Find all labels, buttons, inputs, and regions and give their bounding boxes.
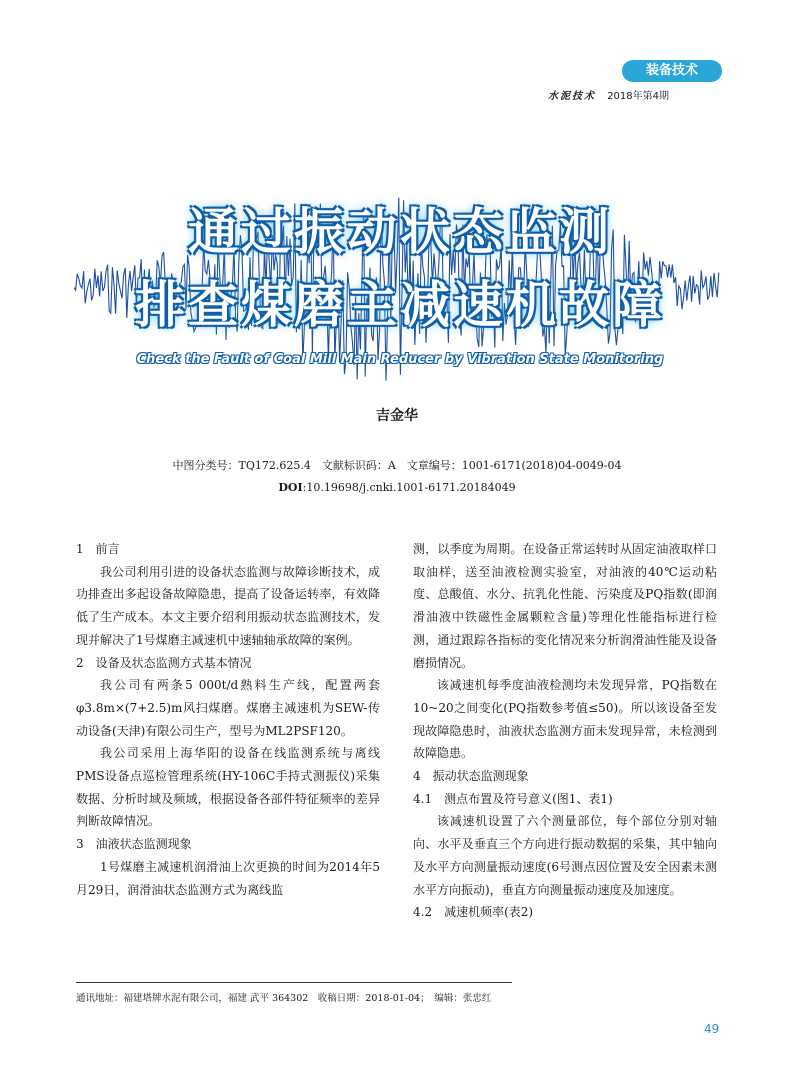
author-name: 吉金华: [376, 408, 418, 424]
body-column-right: [413, 538, 717, 924]
doi-line: [0, 481, 794, 494]
body-paragraph: 该减速机每季度油液检测均未发现异常，PQ指数在10~20之间变化(PQ指数参考值≤50)。所以该设备至发现故障隐患时，油液状态监测方面未发现异常，未检测到故障隐患。: [413, 678, 717, 761]
body-column-left: [76, 538, 380, 901]
doi-value: :10.19698/j.cnki.1001-6171.20184049: [302, 481, 516, 494]
section-heading: 3 油液状态监测现象: [76, 837, 192, 852]
section-heading: 4.1 测点布置及符号意义(图1、表1): [413, 791, 613, 806]
footnote-address: 通讯地址：福建塔牌水泥有限公司，福建 武平 364302 收稿日期：2018-01-04； 编辑：张忠红: [76, 993, 492, 1004]
body-paragraph: 1号煤磨主减速机润滑油上次更换的时间为2014年5月29日，润滑油状态监测方式为离线监: [76, 859, 380, 897]
classification-line: 中图分类号：TQ172.625.4 文献标识码：A 文章编号：1001-6171(2018)04-0049-04: [172, 459, 622, 472]
doi-label: DOI: [278, 481, 303, 494]
section-heading: 4 振动状态监测现象: [413, 769, 529, 784]
article-title-line-1: 通过振动状态监测: [188, 203, 612, 261]
journal-name: 水泥技术: [548, 91, 596, 102]
journal-header: [548, 87, 669, 102]
body-paragraph: 我公司利用引进的设备状态监测与故障诊断技术，成功排查出多起设备故障隐患，提高了设备运转率，有效降低了生产成本。本文主要介绍利用振动状态监测技术，发现并解决了1号煤磨主减速机中速轴轴承故障的案例。: [76, 564, 380, 647]
footnote-rule: [76, 982, 512, 983]
page-number: 49: [704, 1022, 720, 1036]
body-paragraph: 我公司有两条5 000t/d熟料生产线，配置两套φ3.8m×(7+2.5)m风扫煤磨。煤磨主减速机为SEW-传动设备(天津)有限公司生产，型号为ML2PSF120。: [76, 678, 380, 738]
body-paragraph: 该减速机设置了六个测量部位，每个部位分别对轴向、水平及垂直三个方向进行振动数据的采集，其中轴向及水平方向测量振动速度(6号测点因位置及安全因素未测水平方向振动)，垂直方向测量振动速度及加速度。: [413, 814, 717, 897]
body-paragraph: 我公司采用上海华阳的设备在线监测系统与离线PMS设备点巡检管理系统(HY-106C手持式测振仪)采集数据、分析时域及频域，根据设备各部件特征频率的差异判断故障情况。: [76, 746, 380, 829]
article-title-line-2: 排查煤磨主减速机故障: [135, 276, 665, 334]
section-badge: 装备技术: [622, 60, 722, 82]
section-heading: 1 前言: [76, 542, 120, 556]
article-title-english: Check the Fault of Coal Mill Main Reducer by Vibration State Monitoring: [136, 352, 664, 367]
journal-issue: 2018年第4期: [607, 91, 669, 102]
section-heading: 2 设备及状态监测方式基本情况: [76, 655, 252, 670]
section-heading: 测，以季度为周期。在设备正常运转时从固定油液取样口取油样，送至油液检测实验室，对油液的40℃运动粘度、总酸值、水分、抗乳化性能、污染度及PQ指数(即润滑油液中铁磁性金属颗粒含量)等理化性能指标进行检测，通过跟踪各指标的变化情况来分析润滑油性能及设备磨损情况。: [413, 542, 717, 670]
section-heading: 4.2 减速机频率(表2): [413, 905, 534, 920]
